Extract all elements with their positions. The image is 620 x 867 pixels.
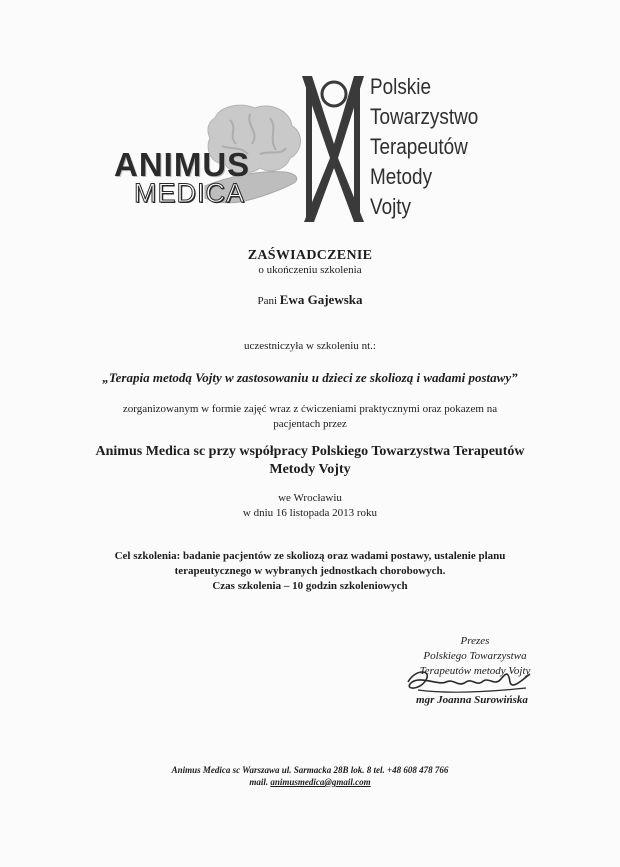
goal-line: terapeutycznego w wybranych jednostkach chorobowych.	[174, 565, 446, 577]
certificate-subtitle: o ukończeniu szkolenia	[258, 264, 362, 276]
signatory-org-line: Terapeutów metody Vojty	[419, 665, 531, 677]
organizer	[0, 443, 620, 479]
medica-logo-text: MEDICA	[134, 178, 246, 208]
ptt-line: Terapeutów	[370, 134, 468, 159]
duration: Czas szkolenia – 10 godzin szkoleniowych	[212, 580, 408, 592]
ptt-line: Polskie	[370, 74, 431, 99]
signatory-org-line: Polskiego Towarzystwa	[423, 650, 527, 662]
footer-contact	[0, 777, 620, 787]
course-title: „Terapia metodą Vojty w zastosowaniu u dzieci ze skoliozą i wadami postawy”	[102, 370, 518, 385]
recipient-name: Ewa Gajewska	[279, 292, 363, 307]
mail-label: mail.	[249, 777, 269, 787]
ptt-line: Vojty	[370, 194, 412, 219]
animus-logo-text: ANIMUS	[114, 146, 251, 183]
place-date	[0, 491, 620, 521]
recipient-prefix: Pani	[257, 295, 278, 307]
participated-text: uczestniczyła w szkoleniu nt.:	[244, 340, 376, 352]
organized-text	[0, 402, 620, 432]
recipient	[0, 292, 620, 308]
organized-line: pacjentach przez	[273, 418, 347, 430]
goal-line: Cel szkolenia: badanie pacjentów ze skoliozą oraz wadami postawy, ustalenie planu	[114, 550, 506, 562]
signatory-name: mgr Joanna Surowińska	[416, 694, 528, 706]
organizer-line: Metody Vojty	[269, 462, 351, 477]
course-goal	[0, 549, 620, 594]
email-link[interactable]: animusmedica@gmail.com	[270, 777, 371, 787]
ptt-line: Towarzystwo	[370, 104, 479, 129]
organizer-line: Animus Medica sc przy współpracy Polskiego Towarzystwa Terapeutów	[95, 444, 525, 459]
ptt-logo-text	[370, 72, 478, 222]
signatory-role: Prezes	[460, 635, 490, 647]
certificate-title: ZAŚWIADCZENIE	[247, 248, 373, 263]
footer-address: Animus Medica sc Warszawa ul. Sarmacka 28B lok. 8 tel. +48 608 478 766	[171, 765, 449, 775]
ptt-emblem-icon	[298, 72, 368, 227]
date: w dniu 16 listopada 2013 roku	[242, 507, 378, 519]
organized-line: zorganizowanym w formie zajęć wraz z ćwiczeniami praktycznymi oraz pokazem na	[122, 403, 498, 415]
place: we Wrocławiu	[278, 492, 342, 504]
ptt-line: Metody	[370, 164, 433, 189]
animus-medica-logo	[110, 98, 310, 218]
